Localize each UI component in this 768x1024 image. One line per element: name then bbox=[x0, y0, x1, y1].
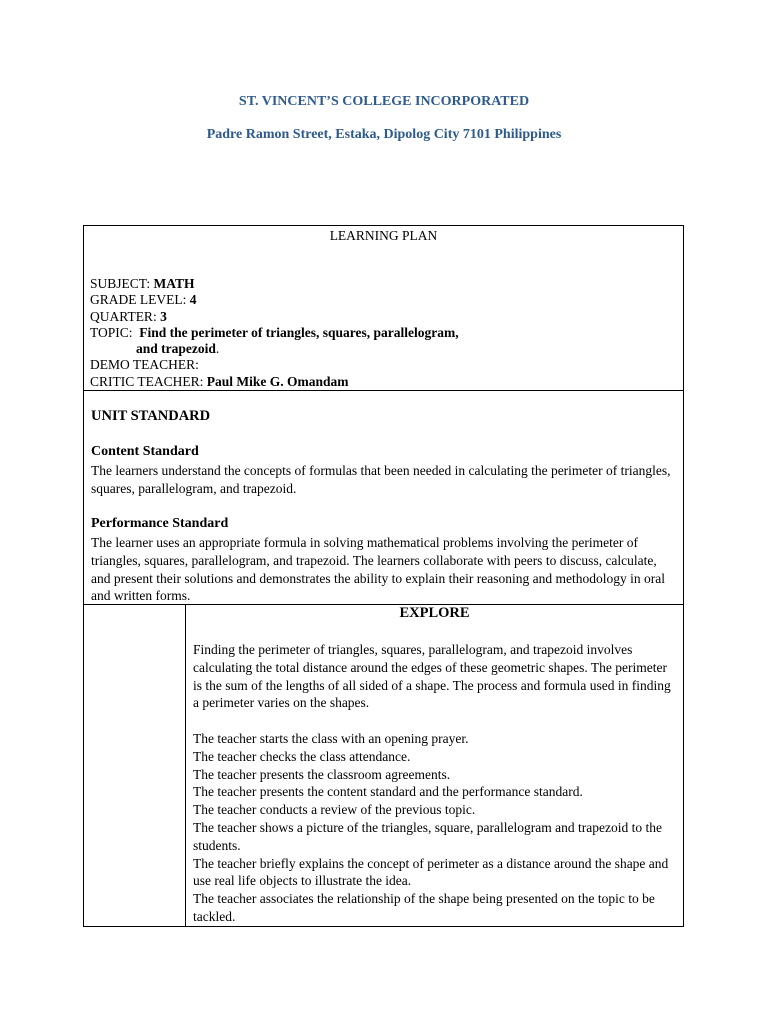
subject-label: SUBJECT: bbox=[90, 276, 154, 291]
performance-standard-text: The learner uses an appropriate formula in solving mathematical problems involving the perimeter of triangles, squares, parallelogram, and trapezoid. The learners collaborate with peers to discuss, calculate, and present their solutions and demonstrates the ability to explain their reasoning and methodology in oral and written forms. bbox=[91, 535, 665, 604]
unit-standard-heading: UNIT STANDARD bbox=[91, 408, 211, 424]
explore-step: The teacher presents the classroom agreements. bbox=[193, 766, 451, 782]
critic-teacher-label: CRITIC TEACHER: bbox=[90, 373, 207, 389]
explore-body bbox=[193, 641, 677, 926]
learning-plan-header-box bbox=[83, 225, 684, 391]
school-name: ST. VINCENT’S COLLEGE INCORPORATED bbox=[238, 94, 530, 109]
grade-label: GRADE LEVEL: bbox=[90, 292, 190, 308]
explore-step: The teacher checks the class attendance. bbox=[193, 748, 411, 764]
critic-teacher-row bbox=[90, 374, 459, 390]
explore-left-column bbox=[84, 605, 186, 926]
explore-step: The teacher briefly explains the concept of perimeter as a distance around the shape and use real life objects to illustrate the idea. bbox=[193, 855, 669, 889]
subject-row bbox=[90, 276, 459, 292]
explore-step: The teacher starts the class with an opening prayer. bbox=[193, 730, 469, 746]
subject-value: MATH bbox=[153, 276, 195, 291]
topic-row bbox=[90, 325, 459, 341]
paragraph-gap bbox=[193, 712, 677, 730]
explore-step: The teacher presents the content standard and the performance standard. bbox=[193, 784, 583, 800]
explore-step: The teacher conducts a review of the previous topic. bbox=[193, 802, 476, 818]
topic-line2: and trapezoid bbox=[136, 341, 216, 357]
explore-step: The teacher shows a picture of the triangles, square, parallelogram and trapezoid to the students. bbox=[193, 819, 662, 853]
topic-label: TOPIC: bbox=[90, 324, 140, 340]
standards-box bbox=[83, 390, 684, 605]
demo-teacher-row bbox=[90, 357, 459, 373]
grade-value: 4 bbox=[189, 292, 197, 308]
quarter-label: QUARTER: bbox=[90, 308, 161, 324]
learning-plan-title: LEARNING PLAN bbox=[329, 228, 438, 243]
school-address: Padre Ramon Street, Estaka, Dipolog City 7101 Philippines bbox=[206, 127, 562, 142]
demo-teacher-label: DEMO TEACHER: bbox=[90, 357, 199, 373]
quarter-value: 3 bbox=[160, 308, 167, 324]
explore-table bbox=[83, 604, 684, 927]
topic-end: . bbox=[215, 341, 220, 357]
grade-row bbox=[90, 292, 459, 308]
topic-row-2 bbox=[90, 341, 459, 357]
topic-line1: Find the perimeter of triangles, squares, parallelogram, bbox=[139, 324, 459, 340]
explore-intro: Finding the perimeter of triangles, squares, parallelogram, and trapezoid involves calculating the total distance around the edges of these geometric shapes. The perimeter is the sum of the lengths of all sided of a shape. The process and formula used in finding a perimeter varies on the shapes. bbox=[193, 642, 671, 711]
content-standard-text: The learners understand the concepts of formulas that been needed in calculating the perimeter of triangles, squares, parallelogram, and trapezoid. bbox=[91, 463, 671, 496]
explore-heading: EXPLORE bbox=[399, 605, 470, 621]
plan-info bbox=[90, 276, 459, 390]
content-standard-heading: Content Standard bbox=[91, 444, 199, 459]
critic-teacher-value: Paul Mike G. Omandam bbox=[206, 373, 349, 389]
explore-step: The teacher associates the relationship of the shape being presented on the topic to be tackled. bbox=[193, 891, 655, 924]
quarter-row bbox=[90, 309, 459, 325]
performance-standard-heading: Performance Standard bbox=[91, 516, 229, 531]
